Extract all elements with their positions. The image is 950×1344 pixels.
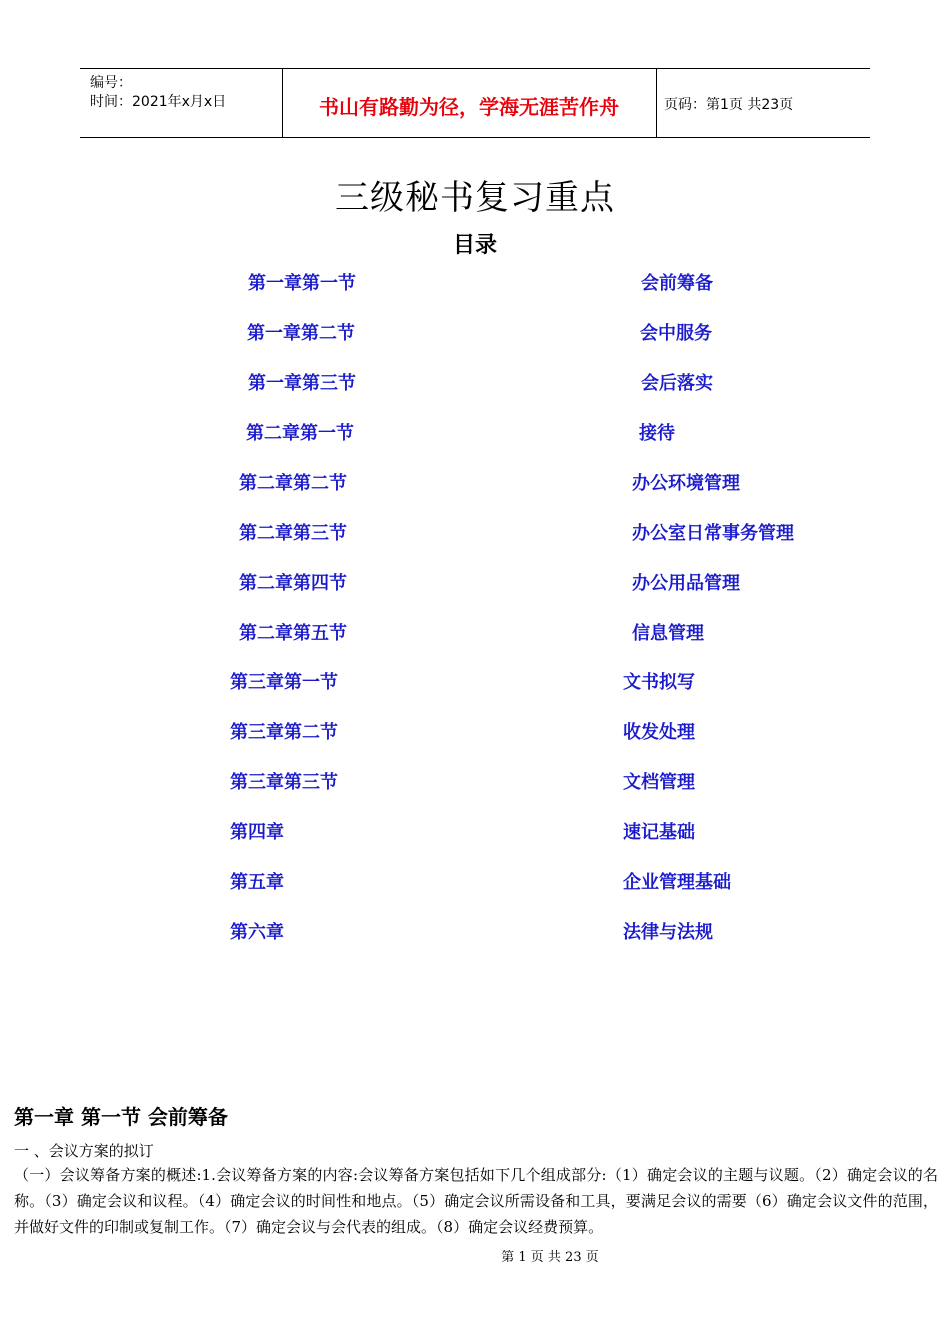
toc-title: 目录 bbox=[452, 233, 497, 258]
toc-topic-link[interactable]: 办公用品管理 bbox=[632, 573, 740, 594]
toc-chapter-link[interactable]: 第二章第三节 bbox=[239, 523, 347, 544]
toc-chapter-link[interactable]: 第三章第三节 bbox=[230, 772, 338, 793]
toc-chapter-link[interactable]: 第二章第五节 bbox=[239, 623, 347, 644]
toc-topic-link[interactable]: 速记基础 bbox=[623, 822, 695, 843]
toc-topic-link[interactable]: 接待 bbox=[639, 423, 675, 444]
page-footer: 第 1 页 共 23 页 bbox=[501, 1250, 599, 1265]
toc-chapter-link[interactable]: 第二章第二节 bbox=[239, 473, 347, 494]
time-label: 时间：2021年x月x日 bbox=[90, 94, 227, 110]
number-label: 编号： bbox=[90, 75, 132, 91]
section-heading: 第一章 第一节 会前筹备 bbox=[14, 1105, 228, 1129]
motto: 书山有路勤为径，学海无涯苦作舟 bbox=[319, 95, 619, 119]
toc-topic-link[interactable]: 会后落实 bbox=[641, 373, 713, 394]
toc-topic-link[interactable]: 办公室日常事务管理 bbox=[632, 523, 794, 544]
toc-topic-link[interactable]: 文档管理 bbox=[623, 772, 695, 793]
header-page-cell bbox=[656, 69, 870, 137]
header-table bbox=[80, 68, 870, 138]
section-subheading: 一 、会议方案的拟订 bbox=[14, 1142, 154, 1160]
toc-topic-link[interactable]: 企业管理基础 bbox=[623, 872, 731, 893]
toc-chapter-link[interactable]: 第六章 bbox=[230, 922, 284, 943]
header-motto-cell bbox=[282, 69, 657, 137]
page-info: 页码：第1页 共23页 bbox=[664, 97, 794, 113]
toc-topic-link[interactable]: 收发处理 bbox=[623, 722, 695, 743]
document-title: 三级秘书复习重点 bbox=[335, 178, 615, 218]
toc-topic-link[interactable]: 会前筹备 bbox=[641, 273, 713, 294]
toc-chapter-link[interactable]: 第一章第一节 bbox=[248, 273, 356, 294]
header-info-cell bbox=[80, 69, 283, 137]
toc-chapter-link[interactable]: 第二章第一节 bbox=[246, 423, 354, 444]
section-paragraph: （一）会议筹备方案的概述:1.会议筹备方案的内容:会议筹备方案包括如下几个组成部分:（1）确定会议的主题与议题。（2）确定会议的名称。（3）确定会议和议程。（4）确定会议的时间性和地点。（5）确定会议所需设备和工具，要满足会议的需要（6）确定会议文件的范围，并做好文件的印制或复制工作。（7）确定会议与会代表的组成。（8）确定会议经费预算。 bbox=[14, 1166, 938, 1236]
toc-topic-link[interactable]: 信息管理 bbox=[632, 623, 704, 644]
toc-chapter-link[interactable]: 第三章第二节 bbox=[230, 722, 338, 743]
toc-topic-link[interactable]: 办公环境管理 bbox=[632, 473, 740, 494]
toc-chapter-link[interactable]: 第一章第二节 bbox=[247, 323, 355, 344]
toc-topic-link[interactable]: 法律与法规 bbox=[623, 922, 713, 943]
toc-chapter-link[interactable]: 第五章 bbox=[230, 872, 284, 893]
toc-chapter-link[interactable]: 第一章第三节 bbox=[248, 373, 356, 394]
toc-chapter-link[interactable]: 第三章第一节 bbox=[230, 672, 338, 693]
toc-topic-link[interactable]: 文书拟写 bbox=[623, 672, 695, 693]
toc-chapter-link[interactable]: 第四章 bbox=[230, 822, 284, 843]
toc-topic-link[interactable]: 会中服务 bbox=[640, 323, 712, 344]
toc-chapter-link[interactable]: 第二章第四节 bbox=[239, 573, 347, 594]
